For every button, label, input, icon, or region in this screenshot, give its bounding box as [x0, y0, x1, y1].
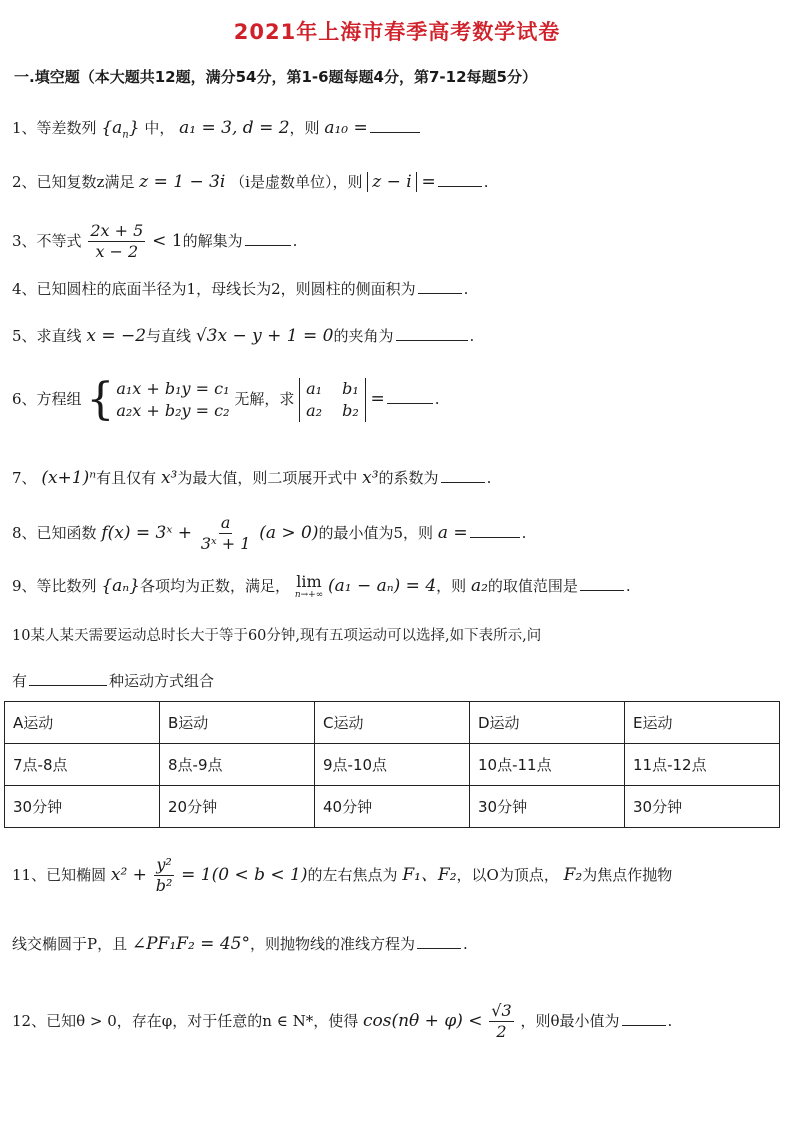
- q2-end: .: [483, 173, 489, 191]
- q2-text-a: 已知复数z满足: [36, 173, 135, 191]
- q2-answer-blank[interactable]: [438, 185, 482, 187]
- table-cell: 10点-11点: [470, 744, 625, 786]
- q11-equation: = 1(0 < b < 1): [181, 864, 308, 885]
- q9-seq: {aₙ}: [101, 576, 141, 596]
- q8-text-a: 已知函数: [36, 523, 97, 542]
- q7-term2: x³: [362, 468, 379, 488]
- q6-text-a: 方程组: [36, 390, 82, 408]
- q3-denominator: x − 2: [95, 242, 139, 262]
- q6-answer-blank[interactable]: [387, 402, 433, 404]
- q10-text-a: 有: [12, 672, 28, 690]
- q8-number: 8、: [12, 523, 37, 542]
- q12-text-b: ，则θ最小值为: [520, 1011, 620, 1030]
- q5-line1: x = −2: [86, 326, 147, 346]
- q3-end: .: [292, 231, 298, 250]
- q8-denominator: 3ˣ + 1: [200, 534, 251, 554]
- q8-answer-blank[interactable]: [470, 536, 520, 538]
- q9-text-b: 各项均为正数，满足，: [140, 577, 291, 595]
- q4-answer-blank[interactable]: [418, 292, 462, 294]
- q9-target: a₂: [470, 576, 488, 596]
- table-cell: 30分钟: [5, 786, 160, 828]
- q9-answer-blank[interactable]: [580, 589, 624, 591]
- q9-lim-word: lim: [296, 572, 322, 591]
- q5-text-b: 与直线: [146, 327, 192, 345]
- q3-number: 3、: [12, 231, 37, 250]
- table-cell: C运动: [315, 702, 470, 744]
- q8-numerator: a: [219, 514, 233, 534]
- q6-d11: a₁: [306, 379, 323, 399]
- q6-eq1: a₁x + b₁y = c₁: [116, 379, 230, 399]
- q6-equation-system: [86, 374, 230, 425]
- q11-end: .: [462, 935, 468, 953]
- q11-denominator: b²: [155, 876, 173, 896]
- q2-text-c: =: [421, 172, 436, 192]
- q7-term: x³: [160, 468, 178, 488]
- q10-answer-blank[interactable]: [29, 684, 107, 686]
- question-11-line2: [12, 934, 468, 954]
- q1-number: 1、: [12, 119, 37, 137]
- q3-text-b: 的解集为: [182, 231, 243, 250]
- table-cell: 11点-12点: [625, 744, 780, 786]
- q5-text-a: 求直线: [36, 327, 82, 345]
- q6-d12: b₁: [342, 379, 359, 399]
- q7-expr: (x+1)ⁿ: [41, 468, 97, 488]
- q6-determinant: [299, 378, 366, 421]
- question-6: [12, 374, 440, 425]
- q8-text-b: 的最小值为5，则: [318, 523, 434, 542]
- q7-end: .: [486, 469, 492, 487]
- q7-answer-blank[interactable]: [441, 481, 485, 483]
- q12-end: .: [667, 1011, 673, 1030]
- q11-focus: F₂: [563, 864, 583, 885]
- question-9: [12, 574, 631, 600]
- q11-text-d: 为焦点作抛物: [582, 865, 673, 884]
- table-cell: B运动: [160, 702, 315, 744]
- q6-end: .: [434, 390, 440, 408]
- q8-target: a =: [437, 522, 468, 543]
- question-3: [12, 222, 297, 262]
- question-4: [12, 280, 468, 298]
- table-row: [5, 702, 780, 744]
- q2-abs: z − i: [367, 172, 416, 192]
- q6-eq2: a₂x + b₂y = c₂: [116, 401, 230, 420]
- q6-d22: b₂: [342, 401, 359, 420]
- q9-lim-sub: n→+∞: [294, 590, 324, 600]
- q1-seq: [101, 118, 140, 141]
- q3-fraction: [88, 222, 145, 262]
- q6-number: 6、: [12, 390, 37, 408]
- exam-title: 2021年上海市春季高考数学试卷: [233, 20, 561, 44]
- q9-limit: [295, 574, 323, 600]
- q2-equation: z = 1 − 3i: [139, 172, 226, 192]
- q1-text-a: 等差数列: [36, 119, 97, 137]
- q11-text-a: 11、已知椭圆: [12, 865, 107, 884]
- q1-answer-blank[interactable]: [370, 131, 420, 133]
- q5-answer-blank[interactable]: [396, 339, 468, 341]
- q5-line2: √3x − y + 1 = 0: [195, 326, 334, 346]
- q7-text-b: 为最大值，则二项展开式中: [177, 469, 358, 487]
- table-cell: D运动: [470, 702, 625, 744]
- q6-text-b: 无解，求: [234, 390, 295, 408]
- question-10-line1: 10某人某天需要运动总时长大于等于60分钟,现有五项运动可以选择,如下表所示,问: [12, 628, 542, 644]
- table-row: [5, 744, 780, 786]
- q6-brace-icon: {: [86, 374, 115, 425]
- q2-text-b: （i是虚数单位），则: [230, 173, 363, 191]
- q1-text-b: 中，: [144, 119, 175, 137]
- q11-numerator: y²: [154, 856, 173, 876]
- question-10-line2: [12, 672, 214, 690]
- q5-text-c: 的夹角为: [333, 327, 394, 345]
- q9-text-c: ，则: [436, 577, 467, 595]
- table-cell: 30分钟: [470, 786, 625, 828]
- q11-text-e: 线交椭圆于P，且: [12, 935, 128, 953]
- table-cell: A运动: [5, 702, 160, 744]
- q6-d21: a₂: [306, 401, 323, 420]
- table-cell: 30分钟: [625, 786, 780, 828]
- q11-x2: x² +: [110, 864, 147, 885]
- table-cell: 7点-8点: [5, 744, 160, 786]
- q12-denominator: 2: [496, 1022, 507, 1042]
- q12-text-a: 12、已知θ > 0，存在φ，对于任意的n ∈ N*，使得: [12, 1011, 359, 1030]
- exercise-table: [4, 701, 780, 828]
- q12-answer-blank[interactable]: [622, 1024, 666, 1026]
- q1-seq-close: }: [128, 118, 140, 138]
- q12-cos: cos(nθ + φ) <: [362, 1010, 483, 1031]
- table-cell: 9点-10点: [315, 744, 470, 786]
- q4-text: 已知圆柱的底面半径为1，母线长为2，则圆柱的侧面积为: [36, 280, 416, 298]
- q5-number: 5、: [12, 327, 37, 345]
- table-cell: 8点-9点: [160, 744, 315, 786]
- q3-text-a: 不等式: [36, 231, 82, 250]
- question-8: [12, 514, 526, 554]
- q7-text-a: 有且仅有: [96, 469, 157, 487]
- question-7: [12, 468, 491, 488]
- q11-text-c: ，以O为顶点，: [456, 865, 559, 884]
- question-1: [12, 118, 422, 141]
- question-11-line1: [12, 856, 672, 896]
- table-cell: E运动: [625, 702, 780, 744]
- q2-number: 2、: [12, 173, 37, 191]
- q7-text-c: 的系数为: [378, 469, 439, 487]
- q11-text-b: 的左右焦点为: [307, 865, 398, 884]
- q5-end: .: [469, 327, 475, 345]
- q11-foci: F₁、F₂: [402, 864, 457, 885]
- q11-fraction: [154, 856, 175, 896]
- q1-target: a₁₀ =: [324, 118, 368, 138]
- q9-text-a: 等比数列: [36, 577, 97, 595]
- q9-end: .: [625, 577, 631, 595]
- q3-answer-blank[interactable]: [245, 244, 291, 246]
- q9-text-d: 的取值范围是: [487, 577, 578, 595]
- question-5: [12, 326, 474, 346]
- q6-text-c: =: [370, 389, 385, 409]
- q11-text-f: ，则抛物线的准线方程为: [249, 935, 415, 953]
- q11-angle: ∠PF₁F₂ = 45°: [131, 934, 250, 954]
- q8-end: .: [521, 523, 527, 542]
- q9-lim-expr: (a₁ − aₙ) = 4: [327, 576, 437, 596]
- question-2: [12, 172, 489, 192]
- table-row: [5, 786, 780, 828]
- q8-function: f(x) = 3ˣ +: [101, 522, 193, 543]
- q4-end: .: [463, 280, 469, 298]
- table-cell: 20分钟: [160, 786, 315, 828]
- q9-number: 9、: [12, 577, 37, 595]
- q8-fraction: [199, 514, 253, 554]
- question-12: [12, 1002, 672, 1042]
- q1-text-c: ，则: [289, 119, 320, 137]
- q1-seq-open: {a: [101, 118, 123, 138]
- q4-number: 4、: [12, 280, 37, 298]
- q12-numerator: √3: [489, 1002, 513, 1022]
- q1-condition: a₁ = 3, d = 2: [179, 118, 290, 138]
- q11-answer-blank[interactable]: [417, 947, 461, 949]
- q1-seq-sub: n: [122, 129, 129, 141]
- q10-text-b: 种运动方式组合: [109, 672, 215, 690]
- q8-condition: (a > 0): [259, 522, 319, 543]
- q3-numerator: 2x + 5: [88, 222, 145, 242]
- section-heading: 一.填空题（本大题共12题，满分54分，第1-6题每题4分，第7-12每题5分）: [14, 68, 537, 86]
- q12-fraction: [489, 1002, 513, 1042]
- table-cell: 40分钟: [315, 786, 470, 828]
- q3-relation: < 1: [152, 230, 183, 251]
- q7-number: 7、: [12, 469, 37, 487]
